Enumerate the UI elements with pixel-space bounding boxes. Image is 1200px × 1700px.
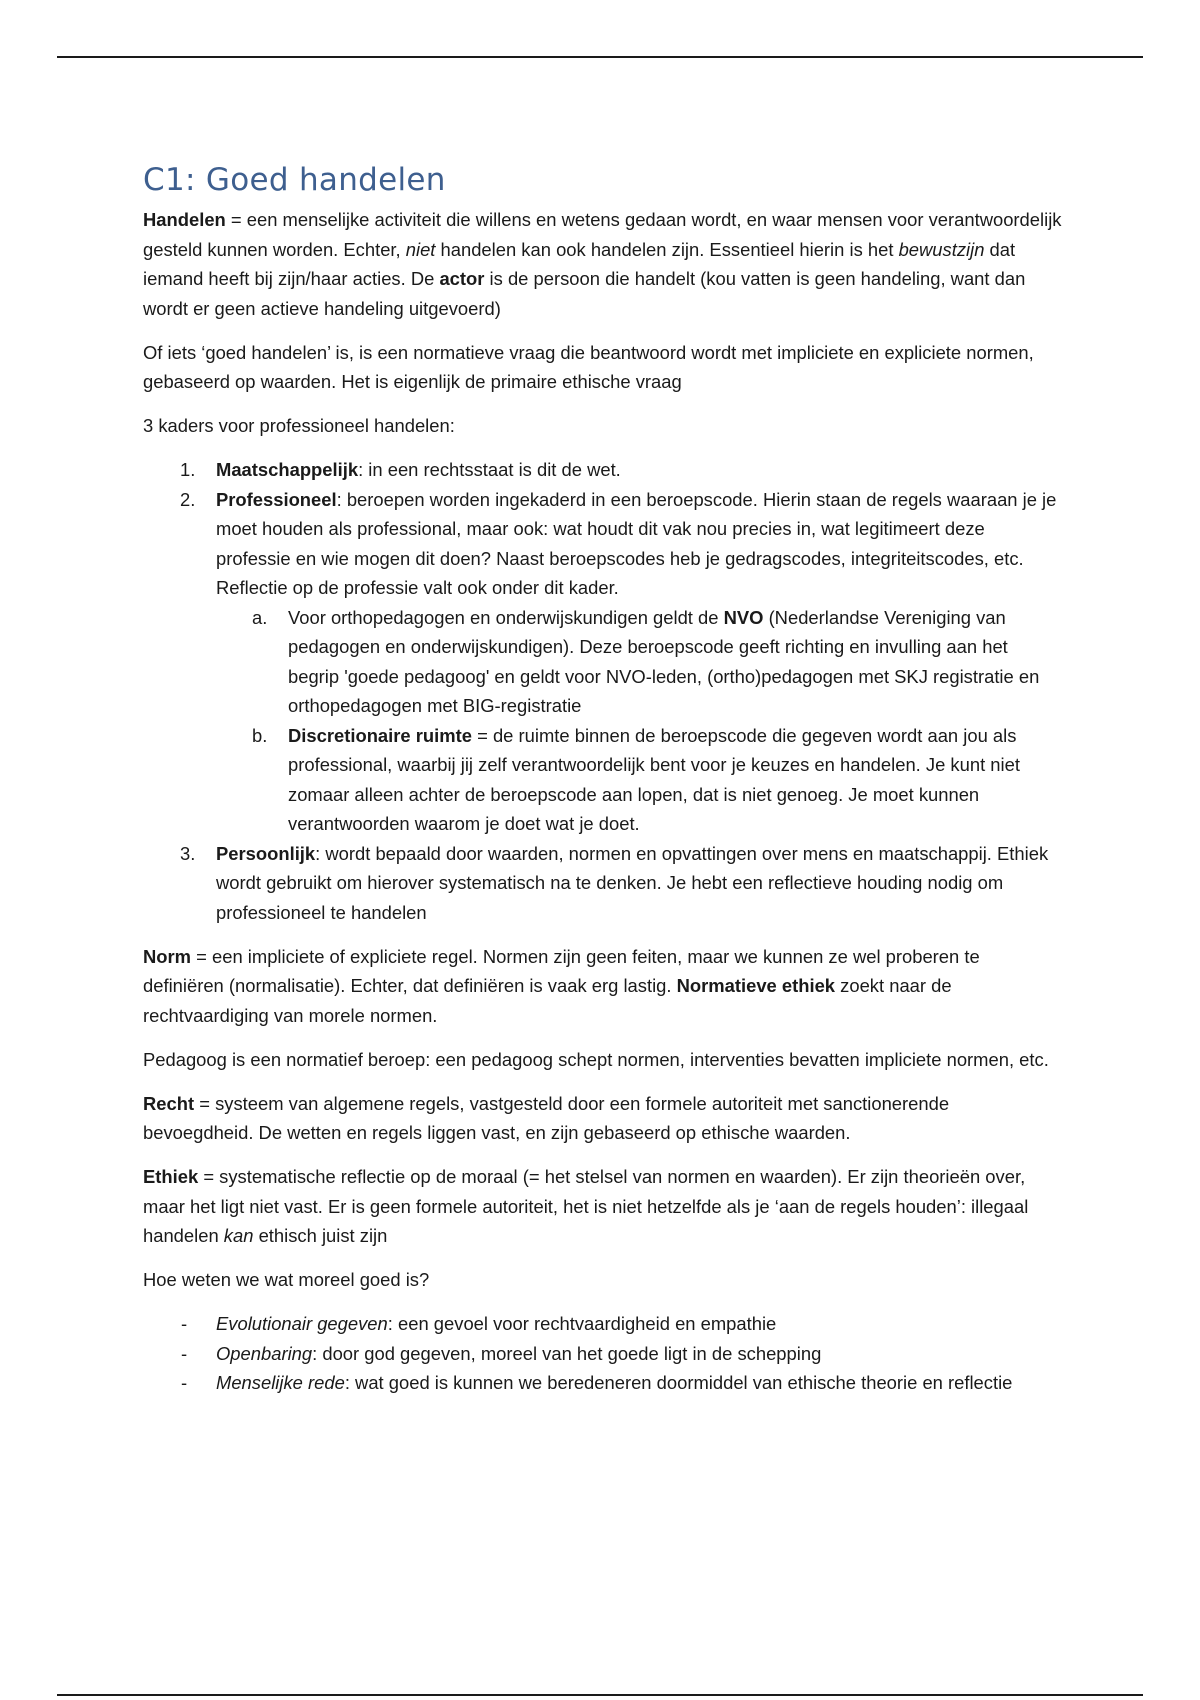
- footer-rule: [57, 1694, 1143, 1696]
- moral-sources-list: [143, 1309, 1063, 1398]
- term-actor: actor: [439, 268, 485, 290]
- list-item-professioneel: 2. Professioneel: beroepen worden ingekaderd in een beroepscode. Hierin staan de regels waaraan je je moet houden als professional, maar ook: wat houdt dit vak nou precies in, wat legitimeert deze professie en wie mogen dit doen? Naast beroepscodes heb je gedragscodes, integriteitscodes, etc. Reflectie op de professie valt ook onder dit kader.: [180, 488, 1057, 599]
- paragraph-norm: Norm = een impliciete of expliciete regel. Normen zijn geen feiten, maar we kunnen ze wel proberen te definiëren (normalisatie). Echter, dat definiëren is vaak erg lastig. Normatieve ethiek zoekt naar de rechtvaardiging van morele normen.: [143, 945, 980, 1026]
- paragraph-goed-handelen: Of iets ‘goed handelen’ is, is een normatieve vraag die beantwoord wordt met impliciete en expliciete normen, gebaseerd op waarden. Het is eigenlijk de primaire ethische vraag: [143, 341, 1034, 393]
- paragraph-handelen: Handelen = een menselijke activiteit die willens en wetens gedaan wordt, en waar mensen voor verantwoordelijk gesteld kunnen worden. Echter, niet handelen kan ook handelen zijn. Essentieel hierin is het bewustzijn dat iemand heeft bij zijn/haar acties. De actor is de persoon die handelt (kou vatten is geen handeling, want dan wordt er geen actieve handeling uitgevoerd): [143, 209, 1062, 319]
- list-item-persoonlijk: 3. Persoonlijk: wordt bepaald door waarden, normen en opvattingen over mens en maatschappij. Ethiek wordt gebruikt om hierover systematisch na te denken. Je hebt een reflectieve houding nodig om professioneel te handelen: [180, 842, 1049, 923]
- list-item-nvo: a. Voor orthopedagogen en onderwijskundigen geldt de NVO (Nederlandse Vereniging van pedagogen en onderwijskundigen). Deze beroepscode geeft richting en invulling aan het begrip 'goede pedagoog' en geldt voor NVO-leden, (ortho)pedagogen met SKJ registratie en orthopedagogen met BIG-registratie: [252, 606, 1040, 717]
- list-item-maatschappelijk: 1. Maatschappelijk: in een rechtsstaat is dit de wet.: [180, 459, 621, 481]
- paragraph-kaders-intro: 3 kaders voor professioneel handelen:: [143, 415, 455, 437]
- term-normatieve-ethiek: Normatieve ethiek: [676, 975, 836, 997]
- term-norm: Norm: [143, 945, 192, 967]
- list-item-evolutionair: - Evolutionair gegeven: een gevoel voor rechtvaardigheid en empathie: [181, 1313, 777, 1335]
- section-heading: C1: Goed handelen: [143, 162, 446, 198]
- document-body: [143, 162, 1063, 1412]
- emphasis-bewustzijn: bewustzijn: [898, 238, 985, 260]
- emphasis-kan: kan: [223, 1225, 254, 1247]
- term-recht: Recht: [143, 1092, 195, 1114]
- paragraph-pedagoog: Pedagoog is een normatief beroep: een pedagoog schept normen, interventies bevatten impliciete normen, etc.: [143, 1048, 1049, 1070]
- term-ethiek: Ethiek: [143, 1166, 199, 1188]
- list-item-openbaring: - Openbaring: door god gegeven, moreel van het goede ligt in de schepping: [181, 1342, 822, 1364]
- list-item-discretionaire-ruimte: b. Discretionaire ruimte = de ruimte binnen de beroepscode die gegeven wordt aan jou als professional, waarbij jij zelf verantwoordelijk bent voor je keuzes en handelen. Je kunt niet zomaar alleen achter de beroepscode aan lopen, dat is niet genoeg. Je moet kunnen verantwoorden waarom je doet wat je doet.: [252, 724, 1020, 835]
- term-handelen: Handelen: [143, 209, 226, 231]
- kaders-list: [143, 455, 1063, 927]
- paragraph-ethiek: Ethiek = systematische reflectie op de moraal (= het stelsel van normen en waarden). Er zijn theorieën over, maar het ligt niet vast. Er is geen formele autoriteit, het is niet hetzelfde als je ‘aan de regels houden’: illegaal handelen kan ethisch juist zijn: [143, 1166, 1029, 1247]
- header-rule: [57, 56, 1143, 58]
- list-item-menselijke-rede: - Menselijke rede: wat goed is kunnen we beredeneren doormiddel van ethische theorie en reflectie: [181, 1372, 1013, 1394]
- paragraph-recht: Recht = systeem van algemene regels, vastgesteld door een formele autoriteit met sanctionerende bevoegdheid. De wetten en regels liggen vast, en zijn gebaseerd op ethische waarden.: [143, 1092, 950, 1144]
- paragraph-moreel-goed-question: Hoe weten we wat moreel goed is?: [143, 1269, 430, 1291]
- emphasis-niet: niet: [405, 238, 436, 260]
